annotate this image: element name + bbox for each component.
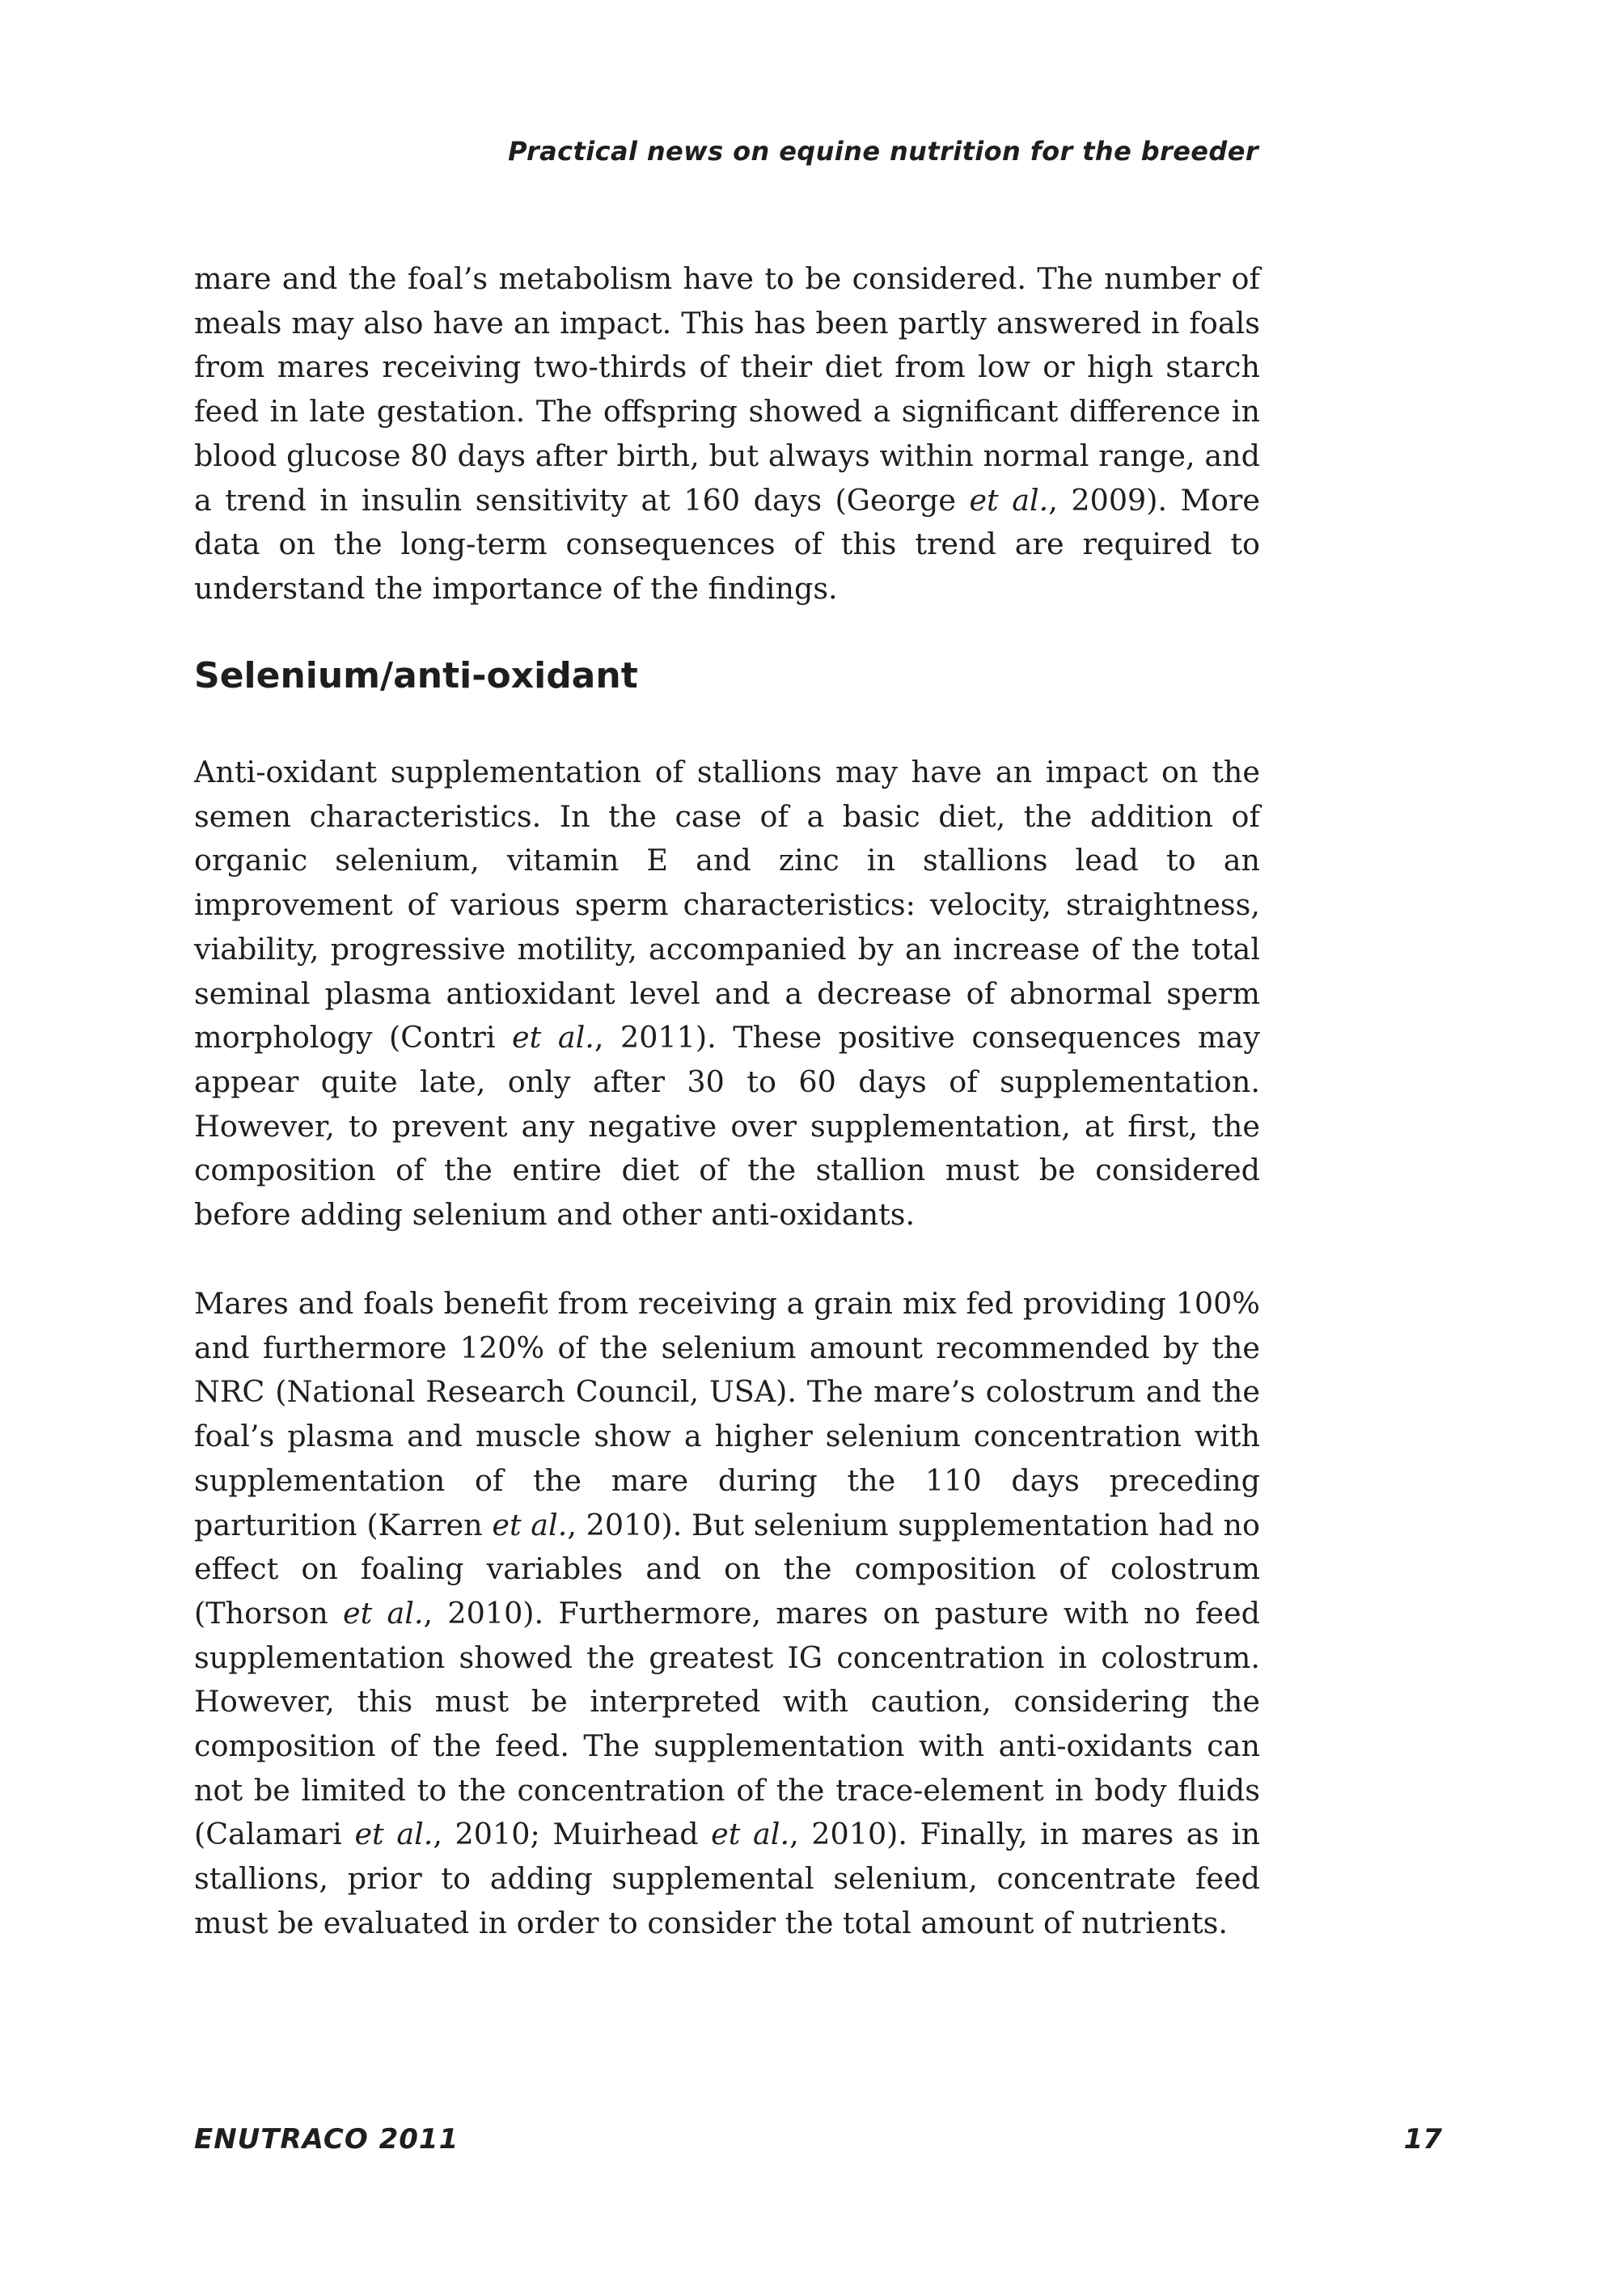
footer-publication: ENUTRACO 2011 [194, 2123, 459, 2156]
citation-et-al: et al. [342, 1595, 424, 1631]
para2-text-3: , 2010). Furthermore, mares on pasture with no feed supplementation showed the greatest IG concentration in colostrum. However, this must be interpreted with caution, considering the composition of the feed. The supplementation with anti-oxidants can not be limited to the concentration of the trace-element in body fluids (Calamari [194, 1595, 1260, 1852]
page-number: 17 [1403, 2123, 1442, 2156]
citation-et-al: et al. [969, 482, 1049, 518]
selenium-paragraph-mares-foals [194, 1282, 1260, 1946]
intro-text-2: , 2009). More data on the long-term consequences of this trend are required to understand the importance of the findings. [194, 482, 1260, 606]
para2-text-4: , 2010; Muirhead [433, 1817, 712, 1852]
citation-et-al: et al. [492, 1507, 568, 1542]
intro-paragraph-block [194, 257, 1260, 611]
para2-text-2: , 2010). But selenium supplementation had no effect on foaling variables and on the composition of colostrum (Thorson [194, 1507, 1260, 1631]
citation-et-al: et al. [512, 1020, 594, 1056]
para1-text-2: , 2011). These positive consequences may appear quite late, only after 30 to 60 days of supplementation. However, to prevent any negative over supplementation, at first, the composition of the entire diet of the stallion must be considered before adding selenium and other anti-oxidants. [194, 1020, 1260, 1233]
running-header: Practical news on equine nutrition for the breeder [508, 136, 1258, 167]
para2-text-5: , 2010). Finally, in mares as in stallions, prior to adding supplemental selenium, concentrate feed must be evaluated in order to consider the total amount of nutrients. [194, 1817, 1260, 1940]
para2-text-1: Mares and foals benefit from receiving a grain mix fed providing 100% and furthermore 120% of the selenium amount recommended by the NRC (National Research Council, USA). The mare’s colostrum and the foal’s plasma and muscle show a higher selenium concentration with supplementation of the mare during the 110 days preceding parturition (Karren [194, 1286, 1260, 1542]
selenium-paragraph-stallions [194, 751, 1260, 1237]
citation-et-al: et al. [354, 1817, 433, 1852]
para1-text-1: Anti-oxidant supplementation of stallions may have an impact on the semen characteristics. In the case of a basic diet, the addition of organic selenium, vitamin E and zinc in stallions lead to an improvement of various sperm characteristics: velocity, straightness, viability, progressive motility, accompanied by an increase of the total seminal plasma antioxidant level and a decrease of abnormal sperm morphology (Contri [194, 755, 1260, 1056]
citation-et-al: et al. [711, 1817, 790, 1852]
intro-text-1: mare and the foal’s metabolism have to be considered. The number of meals may also have an impact. This has been partly answered in foals from mares receiving two-thirds of their diet from low or high starch feed in late gestation. The offspring showed a significant difference in blood glucose 80 days after birth, but always within normal range, and a trend in insulin sensitivity at 160 days (George [194, 261, 1260, 518]
intro-paragraph [194, 257, 1260, 611]
section-heading: Selenium/anti-oxidant [194, 655, 638, 696]
